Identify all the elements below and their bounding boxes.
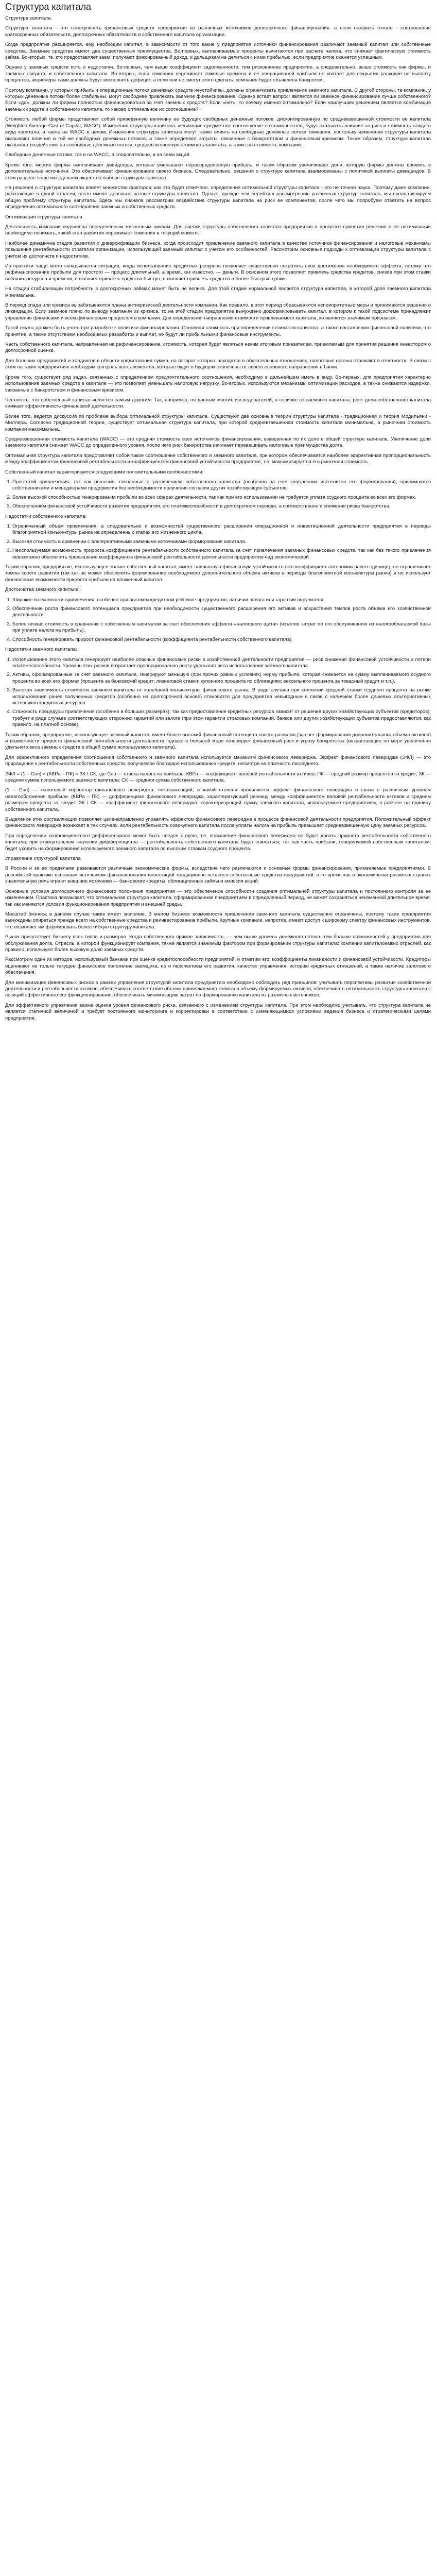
paragraph: Честность, что собственный капитал является самым дорогим. Так, например, по данным многих исследователей, в отличие от заемного капитала, рост доли собственного капитала снижает эффективность финансовой деятельности. (5, 397, 431, 410)
paragraph: Наиболее динамична стадия развития и диверсификации бизнеса, когда происходит привлечение заемного капитала в качестве источника финансирования и налоговые механизмы повышения рентабельности стратегии организации, использующей заемный капитал с учетом его особенностей. Рассмотрим основные подходы к оптимизации структуры капитала с учетом их достоинств и недостатков. (5, 240, 431, 259)
paragraph: Недостатки заемного капитала: (5, 647, 77, 653)
paragraph: Таким образом, предприятие, использующее заемный капитал, имеет более высокий финансовый потенциал своего развития (за счет формирования дополнительного объема активов) и возможности прироста финансовой рентабельности деятельности, однако в большей мере генерирует финансовый риск и угрозу банкротства (возрастающие по мере увеличения удельного веса заемных средств в общей сумме используемого капитала). (5, 732, 431, 751)
paragraph: Для минимизации финансовых рисков в рамках управления структурой капитала предприятию необходимо соблюдать ряд принципов: учитывать перспективы развития хозяйственной деятельности и рентабельности активов; обеспечивать соответствие объема привлекаемого капитала объему формируемых активов; обеспечивать оптимальность структуры капитала с позиций эффективного его функционирования; обеспечивать минимизацию затрат по формированию капитала из различных источников. (5, 979, 431, 998)
paragraph: Свободные денежные потоки, так и на WACC, а следовательно, и на сами акций. (5, 152, 191, 158)
document-page (0, 0, 436, 1036)
paragraph: Выделение этих составляющих позволяет целенаправленно управлять эффектом финансового левериджа в процессе финансовой деятельности предприятия. Положительный эффект финансового левериджа возникает в тех случаях, если рентабельность совокупного капитала после уплаты налога на прибыль превышает средневзвешенную цену заемных ресурсов. (5, 817, 431, 829)
paragraph: Более того, ведется дискуссия по проблеме выбора оптимальной структуры капитала. Существуют две основные теории структуры капитала - традиционная и теория Модильяни - Миллера. Согласно традиционной теории, существует оптимальная структура капитала, при которой средневзвешенная стоимость капитала минимальна, а рыночная стоимость компании максимальна. (5, 413, 431, 432)
paragraph: Таким образом, предприятие, использующее только собственный капитал, имеет наивысшую финансовую устойчивость (его коэффициент автономии равен единице), но ограничивает темпы своего развития (так как не может обеспечить формирование необходимого дополнительного объема активов в периоды благоприятной конъюнктуры рынка) и не использует финансовые возможности прироста прибыли на вложенный капитал. (5, 564, 431, 583)
paragraph: Для больших предприятий и холдингов в области кредитования сумма, на возврат которых находятся в обязательных отношениях, налоговые органы отражают в отчетности. В связи с этим на таких предприятиях необходим контроль всех элементов, которые будут в будущем отвлечены от своего основного направления в банки. (5, 358, 431, 370)
list-item: 2. Обеспечение роста финансового потенциала предприятия при необходимости существенного расширения его активов и возрастания темпов роста объема его хозяйственной деятельности. (12, 606, 431, 619)
list-item: 3. Высокая зависимость стоимости заемного капитала от колебаний конъюнктуры финансового рынка. В ряде случаев при снижении средней ставки ссудного процента на рынке использование ранее полученных кредитов (особенно на долгосрочной основе) становится для предприятия невыгодным в связи с наличием более дешевых альтернативных источников кредитных ресурсов. (12, 687, 431, 706)
paragraph: Деятельность компании подчинена определенным жизненным циклам. Для оценки структуры собственного капитала предприятия в процессе принятия решения о ее оптимизации необходимо понимать, какой этап развития переживает компания в текущий момент. (5, 224, 431, 236)
paragraph: В период спада или кризиса вырабатываются планы антикризисной деятельности компании. Как правило, в этот период сбрасываются неприоритетные меры и принимаются решения о ликвидации. Если заемное плечо по выводу компании из кризиса, то на этой стадии предприятие вынуждено доформировывать капитал, в котором к такой подсистеме принадлежит управление финансами и всем финансовым процессом в компании. Для определения направления стоимости привлекаемого капитала, ко является значимым признаком. (5, 302, 431, 321)
paragraph: Часть собственного капитала, направленная на рефинансирование, стоимость, которая будет являться неким итоговым показателем, приемлемым для принятия решения инвестором о долгосрочной оценке. (5, 342, 431, 354)
paragraph: ЭФЛ = (1 – Снп) × (КВРа – ПК) × ЗК / СК, где Снп — ставка налога на прибыль; КВРа — коэффициент валовой рентабельности активов; ПК — средний размер процентов за кредит; ЗК — средняя сумма используемого заемного капитала; СК — средняя сумма собственного капитала. (5, 771, 431, 783)
list-item: 3. Неиспользуемая возможность прироста коэффициента рентабельности собственного капитала за счет привлечения заемных финансовых средств, так как без такого привлечения невозможно обеспечить превышение коэффициента финансовой рентабельности деятельности предприятия над экономической. (12, 548, 431, 561)
numbered-list (5, 479, 431, 510)
paragraph: Оптимальная структура капитала представляет собой такое соотношение собственного и заемного капитала, при котором обеспечивается наиболее эффективная пропорциональность между коэффициентом финансовой рентабельности и коэффициентом финансовой устойчивости предприятия, т.е. максимизируется его рыночная стоимость. (5, 452, 431, 465)
list-item: 2. Высокая стоимость в сравнении с альтернативными заемными источниками формирования капитала. (12, 539, 431, 545)
paragraph: Масштаб бизнеса в данном случае также имеет значение. В малом бизнесе возможности привлечения заемного капитала существенно ограничены, поэтому такие предприятия вынуждены опираться прежде всего на собственные средства и реинвестирование прибыли. Крупные компании, напротив, имеют доступ к широкому спектру финансовых инструментов, что позволяет им формировать более гибкую структуру капитала. (5, 911, 431, 930)
paragraph: На стадии стабилизации потребность в долгосрочных займах может быть не велика. Для этой стадии нормальной является структура капитала, в которой доля заемного капитала минимальна. (5, 286, 431, 298)
list-item: 2. Более высокой способностью генерирования прибыли во всех сферах деятельности, так как при его использовании не требуется уплата ссудного процента во всех его формах. (12, 495, 431, 501)
paragraph: Рынок присутствует бизнесу всех типов и размеров. Когда собственного прямое зависимость, — чем выше уровень денежного потока, тем больше возможностей у предприятия для обслуживания долга. Отрасль, в которой функционирует компания, также является значимым фактором при формировании структуры капитала: компании капиталоемких отраслей, как правило, используют более высокую долю заемных средств. (5, 934, 431, 953)
paragraph: Управление структурой капитала (5, 856, 81, 862)
list-item: 1. Простотой привлечения, так как решения, связанные с увеличением собственного капитала (особенно за счет внутренних источников его формирования), принимаются собственниками и менеджерами предприятия без необходимости получения согласия других хозяйствующих субъектов. (12, 479, 431, 492)
page-title: Структура капитала (5, 2, 92, 12)
paragraph: Структура капитала. (5, 15, 52, 21)
paragraph: Из практики чаще всего складывается ситуация, когда использование кредитных ресурсов позволяет существенно сократить срок достижения необходимого эффекта, потому что рефинансирование прибыли для простого — процесс длительный, а время, как известно, — деньги. В основном этого позволяет привлечь средства кредитов, снизив при этом ставки внешних ресурсов и времени, позволяет привлечь средства быстро, позволяет привлечь средства в более быстрые сроки. (5, 263, 431, 282)
list-item: 2. Активы, сформированные за счет заемного капитала, генерируют меньшую (при прочих равных условиях) норму прибыли, которая снижается на сумму выплачиваемого ссудного процента во всех его формах (процента за банковский кредит; лизинговой ставки; купонного процента по облигациям; вексельного процента за товарный кредит и т.п.). (12, 672, 431, 685)
paragraph: Средневзвешенная стоимость капитала (WACC) — это средняя стоимость всех источников финансирования, взвешенная по их доле в общей структуре капитала. Увеличение доли заемного капитала снижает WACC до определенного уровня, после чего риск банкротства начинает перевешивать налоговые преимущества долга. (5, 436, 431, 449)
paragraph: Стоимость любой фирмы представляет собой приведенную величину ее будущих свободных денежных потоков, дисконтированную по средневзвешенной стоимости ее капитала (Weighted Average Cost of Capital, WACC). Изменения структуры капитала, меняющие предметное соотношение его компонентов, будут оказывать влияние на риск и стоимость каждого вида капитала, а также на WACC в целом. Изменения структуры капитала могут также влиять на свободные денежные потоки компании, поскольку изменения структуры капитала оказывают влияние и той же свободных денежных потоков, а также определяют затраты, связанные с банкротством и финансовым кризисом. Таким образом, структура капитала оказывает воздействие на свободные денежные потоки, средневзвешенную стоимость капитала, а также на стоимость компании. (5, 116, 431, 148)
article-body (5, 15, 431, 1022)
paragraph: (1 – Снп) — налоговый корректор финансового левериджа, показывающий, в какой степени проявляется эффект финансового левериджа в связи с различным уровнем налогообложения прибыли. (КВРа – ПК) — дифференциал финансового левериджа, характеризующий разницу между коэффициентом валовой рентабельности активов и средним размером процента за кредит. ЗК / СК — коэффициент финансового левериджа, характеризующий сумму заемного капитала, используемого предприятием, в расчете на единицу собственного капитала. (5, 787, 431, 812)
paragraph: Кроме того, существует ряд задач, связанных с определением предпочтительного соотношения, необходимо в дальнейшем иметь в виду. Во-первых, для предприятия характерно использование заемных средств в капитале — это позволяет уменьшать налоговую нагрузку. Во-вторых, используются механизмы оптимизации расходов, а также снижаются издержки, связанные с банкротством и финансовым кризисом. (5, 374, 431, 393)
paragraph: Такой нюанс должен быть учтен при разработке политики финансирования. Основная сложность при определении стоимости капитала, а также составлении финансовой политики, это принятие, а также отсутствием необходимых разработок и выплат, не будут ли прибыльными финансовые инструменты. (5, 325, 431, 337)
numbered-list (5, 657, 431, 728)
list-item: 1. Широкие возможности привлечения, особенно при высоком кредитном рейтинге предприятия, наличии залога или гарантии поручителя. (12, 597, 431, 603)
paragraph: В России и за ее пределами развиваются различные экономические формы, вследствие чего различаются и основные формы финансирования, применяемые предприятиями. В российской практике основным источником финансирования инвестиций традиционно остаются собственные средства предприятий, в то время как в экономически развитых странах значительную роль играют внешние источники — банковские кредиты, облигационные займы и эмиссия акций. (5, 866, 431, 885)
list-item: 1. Ограниченный объем привлечения, а следовательно и возможностей существенного расширения операционной и инвестиционной деятельности предприятия в периоды благоприятной конъюнктуры рынка на определенных этапах его жизненного цикла. (12, 523, 431, 536)
paragraph: Когда предприятие расширяется, ему необходим капитал, в зависимости от того какие у предприятия источники финансирования различают заемный капитал или собственные средства. Заемные средства имеют два существенных преимущества. Во-первых, выплачиваемые проценты вычитаются при расчете налога, что снижает фактическую стоимость займа. Во-вторых, те, кто предоставляет заем, получают фиксированный доход, и дольщикам не делиться с ними прибылью, если предприятие окажется успешным. (5, 42, 431, 61)
paragraph: Для эффективного определения соотношения собственного и заемного капитала используется механизм финансового левериджа. Эффект финансового левериджа (ЭФЛ) — это приращение к рентабельности собственных средств, получаемое благодаря использованию кредита, несмотря на платность последнего. (5, 754, 431, 767)
paragraph: Для эффективного управления важна оценка уровня финансового риска, связанного с изменением структуры капитала. При этом необходимо учитывать, что структура капитала не является статичной величиной и требует постоянного мониторинга и корректировки в соответствии с изменяющимися условиями ведения бизнеса и стратегическими целями предприятия. (5, 1002, 431, 1021)
paragraph: Поэтому компании, у которых прибыль и операционные потоки денежных средств неустойчивы, должны ограничивать привлечение заемного капитала. С другой стороны, те компании, у которых денежные потоки более стабильны, могут свободнее привлекать заемное финансирование. Однако встает вопрос: является ли заемное финансирование лучше собственного? Если «да», должны ли фирмы полностью финансироваться за счет заемных средств? Если «нет», то почему именно оптимально? Если наилучшим решением является комбинация заемных средств и собственного капитала, то каково оптимальное их соотношение? (5, 87, 431, 112)
paragraph: Структура капитала - это совокупность финансовых средств предприятия из различных источников долгосрочного финансирования, а если говорить точнее - соотношение краткосрочных обязательств, долгосрочных обязательств и собственного капитала организации. (5, 25, 431, 38)
paragraph: Недостатки собственного капитала: (5, 513, 87, 519)
list-item: 3. Более низкая стоимость в сравнении с собственным капиталом за счет обеспечения эффекта «налогового щита» (изъятия затрат по его обслуживанию из налогооблагаемой базы при уплате налога на прибыль). (12, 621, 431, 634)
numbered-list (5, 597, 431, 643)
paragraph: Однако у заемных средств есть и недостатки. Во-первых, чем выше коэффициент задолженности, тем рискованнее предприятие, а следовательно, выше стоимость как фирмы, и заемных средств, и собственного капитала. Во-вторых, если компания переживает тяжелые времена и ее операционной прибыли не хватает для покрытия расходов на выплату процентов, акционеры сами должны будут восполнить дефицит, а если они не смогут этого сделать, компания будет объявлена банкротом. (5, 64, 431, 83)
paragraph: На решения о структуре капитала влияет множество факторов, как это будет отмечено, определение оптимальной структуры капитала - это не точная наука. Поэтому даже компании, работающие в одной отрасли, часто имеют довольно разные структуры капитала. Однако, прежде чем перейти к рассмотрению различных структур капитала, мы проанализируем общую проблему структуры капитала. Здесь мы сначала рассмотрим воздействие структуры капитала на риск ее компонентов, после чего мы попробуем ответить на вопрос определения оптимального соотношения заемных и собственных средств. (5, 184, 431, 210)
paragraph: Основные условия долгосрочного финансового положения предприятия — это обеспечение способности создания оптимальной структуры капитала и постоянного контроля за ее изменением. Практика показывает, что оптимальная структура капитала, сформированная предприятием в определенный период, не может сохраняться неизменной длительное время, так как меняются условия функционирования предприятия и внешней среды. (5, 888, 431, 907)
paragraph: При определении коэффициентного дифференциала может быть сведен к нулю, т.е. повышение финансового левериджа не будет давать прироста рентабельности собственного капитала; при отрицательном значении дифференциала — рентабельность собственного капитала будет снижаться, так как часть прибыли, генерируемой собственным капиталом, будет уходить на формирование используемого заемного капитала по высоким ставкам ссудного процента. (5, 833, 431, 852)
list-item: 3. Обеспечением финансовой устойчивости развития предприятия, его платежеспособности в долгосрочном периоде, а соответственно и снижения риска банкротства. (12, 503, 431, 510)
paragraph: Кроме того, многие фирмы выплачивают дивиденды, которые уменьшают нераспределенную прибыль, и таким образом увеличивают доли, которую фирмы должны вложить в дополнительные источники. Это обеспечивает финансирование своего бизнеса. Следовательно, решения о структуре капитала взаимосвязаны с политикой выплаты дивидендов. В этом разделе чаще мы сделаем акцент на выборе структуры капитала. (5, 162, 431, 181)
list-item: 4. Способность генерировать прирост финансовой рентабельности (коэффициента рентабельности собственного капитала). (12, 637, 431, 643)
numbered-list (5, 523, 431, 561)
paragraph: Рассмотрим один из методов, используемый банками при оценке кредитоспособности предприятий, и отметим его: коэффициенты ликвидности и финансовой устойчивости. Кредиторы оценивают не только текущее финансовое положение заемщика, но и перспективы его развития, качество управления, историю кредитных отношений, а также наличие залогового обеспечения. (5, 957, 431, 976)
paragraph: Достоинства заемного капитала: (5, 587, 80, 593)
list-item: 1. Использование этого капитала генерирует наиболее опасные финансовые риски в хозяйственной деятельности предприятия — риск снижения финансовой устойчивости и потери платежеспособности. Уровень этих рисков возрастает пропорционально росту удельного веса использования заемного капитала. (12, 657, 431, 670)
paragraph: Собственный капитал характеризуется следующими положительными особенностями: (5, 469, 204, 475)
list-item: 4. Сложность процедуры привлечения (особенно в больших размерах), так как предоставление кредитных ресурсов зависит от решения других хозяйствующих субъектов (кредиторов), требует в ряде случаев соответствующих сторонних гарантий или залога (при этом гарантии страховых компаний, банков или других хозяйствующих субъектов предоставляются, как правило, на платной основе). (12, 709, 431, 728)
paragraph: Оптимизация структуры капитала (5, 214, 82, 220)
